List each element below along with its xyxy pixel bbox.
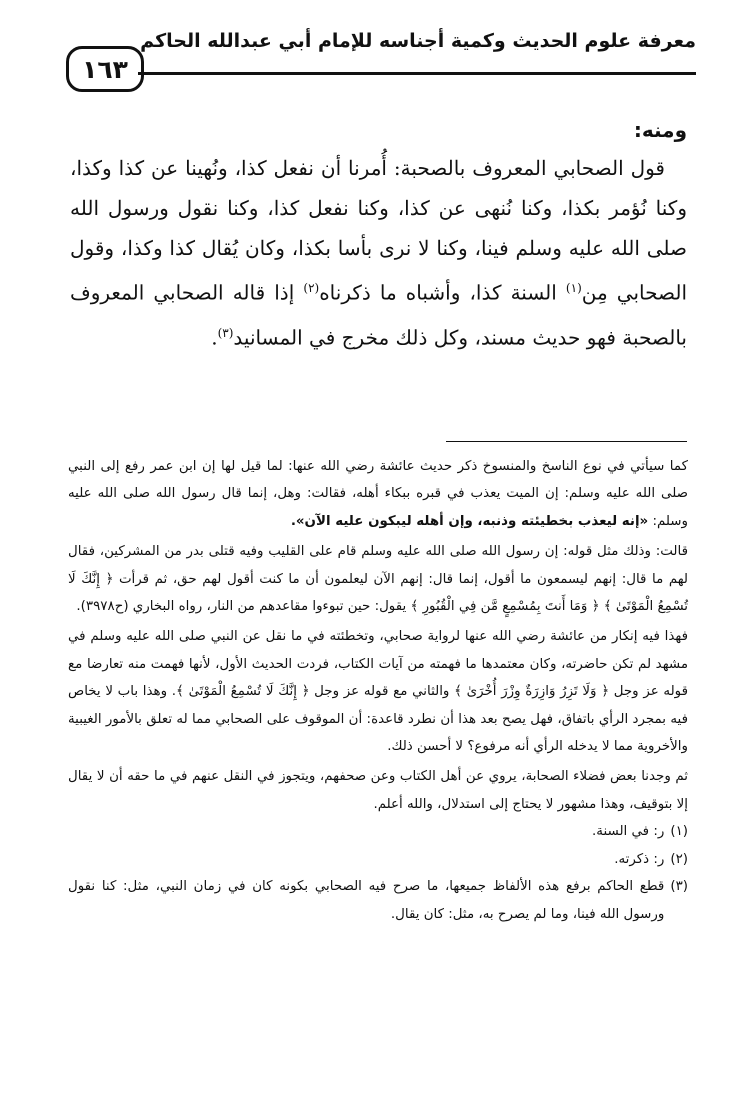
page-header <box>66 30 696 90</box>
main-text <box>70 118 687 357</box>
paragraph-end: . <box>211 325 218 350</box>
paragraph-part-b: السنة كذا، وأشباه ما ذكرناه <box>319 280 566 305</box>
footnote-3-text: قطع الحاكم برفع هذه الألفاظ جميعها، ما صرح فيه الصحابي بكونه كان في زمان النبي، مثل: كنا نقول ورسول الله فينا، وما لم يصرح به، مثل: كان يقال. <box>68 879 665 922</box>
footnote-2 <box>68 846 688 873</box>
footnote-2-text: ر: ذكرته. <box>614 851 665 867</box>
footnote-1-text: ر: في السنة. <box>592 824 665 840</box>
footnote-2-number: (٢) <box>670 851 688 867</box>
footnote-3-number: (٣) <box>670 879 688 895</box>
note-paragraph-4: ثم وجدنا بعض فضلاء الصحابة، يروي عن أهل الكتاب وعن صحفهم، ويتجوز في النقل عنهم في ما حقه أن لا يقال إلا بتوقيف، وهذا مشهور لا يحتاج إلى استدلال، والله أعلم. <box>68 769 688 812</box>
main-paragraph <box>70 148 687 357</box>
footnotes-area <box>68 453 688 928</box>
paragraph-part-a: قول الصحابي المعروف بالصحبة: أُمرنا أن نفعل كذا، ونُهينا عن كذا وكذا، وكنا نُؤمر بكذا، وكنا نُنهى عن كذا، وكنا نفعل كذا، وكنا نقول ورسول الله صلى الله عليه وسلم فينا، وكنا لا نرى بأسا بكذا، وكان يُقال كذا وكذا، وقول الصحابي مِن <box>70 156 688 305</box>
running-title: معرفة علوم الحديث وكمية أجناسه للإمام أبي عبدالله الحاكم <box>140 30 696 52</box>
note-paragraph-2: قالت: وذلك مثل قوله: إن رسول الله صلى الله عليه وسلم قام على القليب وفيه قتلى بدر من المشركين، فقال لهم ما قال: إنهم ليسمعون ما أقول، إنما قال: إنهم الآن ليعلمون أن ما كنت أقول لهم حق، ثم قرأت ﴿ إِنَّكَ لَا تُسْمِعُ الْمَوْتَىٰ ﴾ ﴿ وَمَا أَنتَ بِمُسْمِعٍ مَّن فِي الْقُبُورِ ﴾ يقول: حين تبوءوا مقاعدهم من النار، رواه البخاري (ح٣٩٧٨). <box>68 544 688 615</box>
section-label: ومنه: <box>633 118 687 142</box>
paragraph-part-c: إذا قاله الصحابي المعروف بالصحبة فهو حديث مسند، وكل ذلك مخرج في المسانيد <box>70 280 687 350</box>
note-paragraph-1 <box>68 453 688 535</box>
footnote-marker-3[interactable]: (٣) <box>217 325 234 340</box>
header-rule <box>138 72 696 75</box>
footnote-divider <box>446 441 687 442</box>
note-paragraph-3: فهذا فيه إنكار من عائشة رضي الله عنها لرواية صحابي، وتخطئته في ما نقل عن النبي صلى الله عليه وسلم في مشهد لم تكن حاضرته، وكان معتمدها ما فهمته من آيات الكتاب، فردت الحديث الأول، لأنها فهمت منه تعارضا مع قوله عز وجل ﴿ وَلَا تَزِرُ وَازِرَةٌ وِزْرَ أُخْرَىٰ ﴾ والثاني مع قوله عز وجل ﴿ إِنَّكَ لَا تُسْمِعُ الْمَوْتَىٰ ﴾. وهذا باب لا يخاص فيه بمجرد الرأي باتفاق، فهل يصح بعد هذا أن نطرد قاعدة: أن الموقوف على الصحابي مما له تعلق بالأمور الغيبية والأخروية مما لا يدخله الرأي أنه مرفوع؟ لا أحسن ذلك. <box>68 629 688 755</box>
footnote-1-number: (١) <box>670 824 688 840</box>
note-paragraph-1-text: كما سيأتي في نوع الناسخ والمنسوخ ذكر حديث عائشة رضي الله عنها: لما قيل لها إن ابن عمر رفع إلى النبي صلى الله عليه وسلم: إن الميت يعذب في قبره ببكاء أهله، فقالت: وهل، إنما قال رسول الله صلى الله عليه وسلم: <box>68 459 688 529</box>
footnote-1 <box>68 818 688 845</box>
footnote-3 <box>68 873 688 928</box>
footnote-marker-2[interactable]: (٢) <box>303 281 320 295</box>
footnote-marker-1[interactable]: (١) <box>565 281 582 295</box>
hadith-quote: «إنه ليعذب بخطيئته وذنبه، وإن أهله ليبكون عليه الآن». <box>290 513 649 529</box>
page-number: ١٦٣ <box>66 46 144 92</box>
